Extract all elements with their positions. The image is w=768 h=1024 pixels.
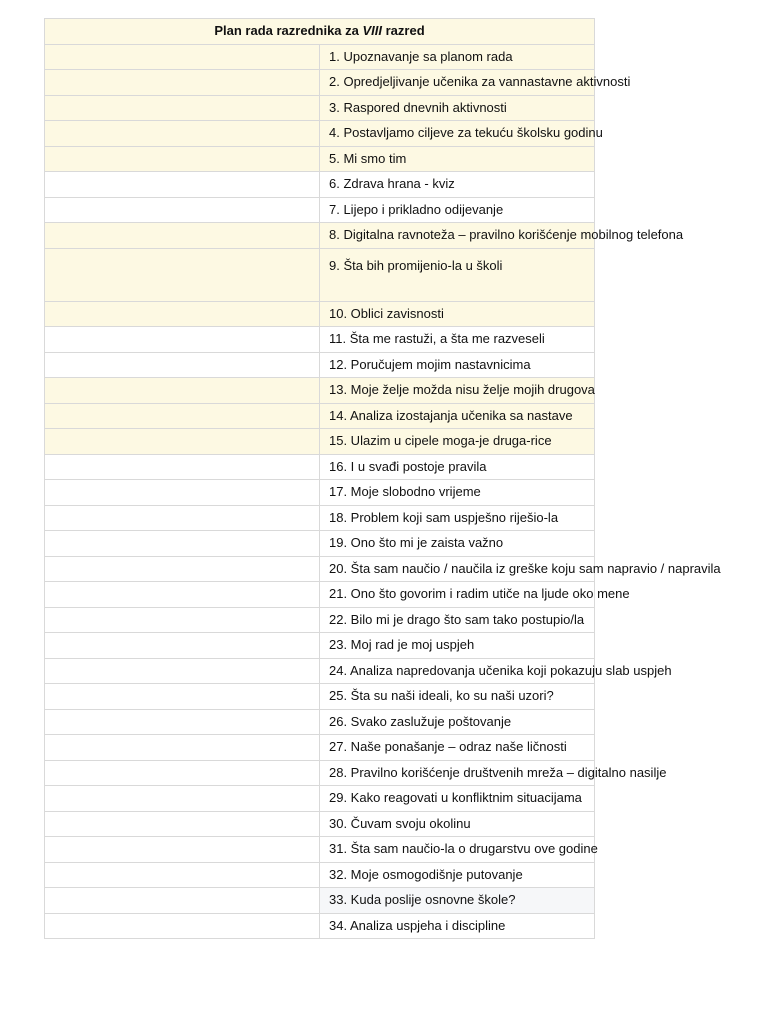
row-gutter-cell bbox=[45, 913, 320, 939]
table-row bbox=[45, 378, 595, 404]
row-topic-cell: 23. Moj rad je moj uspjeh bbox=[320, 633, 595, 659]
row-topic-cell: 28. Pravilno korišćenje društvenih mreža – digitalno nasilje bbox=[320, 760, 595, 786]
row-topic-cell: 29. Kako reagovati u konfliktnim situacijama bbox=[320, 786, 595, 812]
table-row bbox=[45, 301, 595, 327]
table-row bbox=[45, 327, 595, 353]
plan-table bbox=[44, 18, 721, 939]
table-row bbox=[45, 633, 595, 659]
row-gutter-cell bbox=[45, 505, 320, 531]
table-row bbox=[45, 505, 595, 531]
row-topic-cell: 5. Mi smo tim bbox=[320, 146, 595, 172]
table-row bbox=[45, 531, 595, 557]
table-row bbox=[45, 146, 595, 172]
row-gutter-cell bbox=[45, 70, 320, 96]
row-gutter-cell bbox=[45, 378, 320, 404]
table-row bbox=[45, 837, 595, 863]
row-topic-cell: 1. Upoznavanje sa planom rada bbox=[320, 44, 595, 70]
title-grade: VIII bbox=[362, 23, 382, 39]
row-topic-cell: 14. Analiza izostajanja učenika sa nastave bbox=[320, 403, 595, 429]
row-topic-cell: 33. Kuda poslije osnovne škole? bbox=[320, 888, 595, 914]
row-gutter-cell bbox=[45, 44, 320, 70]
table-row bbox=[45, 172, 595, 198]
row-gutter-cell bbox=[45, 531, 320, 557]
row-topic-cell: 3. Raspored dnevnih aktivnosti bbox=[320, 95, 595, 121]
row-gutter-cell bbox=[45, 633, 320, 659]
table-row bbox=[45, 735, 595, 761]
row-topic-cell: 24. Analiza napredovanja učenika koji pokazuju slab uspjeh bbox=[320, 658, 595, 684]
table-row bbox=[45, 403, 595, 429]
row-gutter-cell bbox=[45, 95, 320, 121]
row-gutter-cell bbox=[45, 223, 320, 249]
table-row bbox=[45, 888, 595, 914]
row-topic-cell: 27. Naše ponašanje – odraz naše ličnosti bbox=[320, 735, 595, 761]
title-suffix: razred bbox=[382, 23, 425, 39]
row-topic-cell: 6. Zdrava hrana - kviz bbox=[320, 172, 595, 198]
table-row bbox=[45, 480, 595, 506]
table-row bbox=[45, 352, 595, 378]
table-header-row bbox=[45, 19, 595, 45]
table-row bbox=[45, 786, 595, 812]
row-topic-cell: 34. Analiza uspjeha i discipline bbox=[320, 913, 595, 939]
table-row bbox=[45, 121, 595, 147]
row-gutter-cell bbox=[45, 301, 320, 327]
row-gutter-cell bbox=[45, 684, 320, 710]
table-row bbox=[45, 684, 595, 710]
table-row bbox=[45, 429, 595, 455]
row-topic-cell: 19. Ono što mi je zaista važno bbox=[320, 531, 595, 557]
row-gutter-cell bbox=[45, 786, 320, 812]
plan-table-sheet bbox=[44, 18, 721, 939]
row-gutter-cell bbox=[45, 429, 320, 455]
row-topic-cell: 32. Moje osmogodišnje putovanje bbox=[320, 862, 595, 888]
row-topic-cell: 11. Šta me rastuži, a šta me razveseli bbox=[320, 327, 595, 353]
row-topic-cell: 12. Poručujem mojim nastavnicima bbox=[320, 352, 595, 378]
row-gutter-cell bbox=[45, 709, 320, 735]
table-row bbox=[45, 811, 595, 837]
row-gutter-cell bbox=[45, 760, 320, 786]
row-gutter-cell bbox=[45, 837, 320, 863]
table-row bbox=[45, 709, 595, 735]
table-row bbox=[45, 607, 595, 633]
row-gutter-cell bbox=[45, 862, 320, 888]
row-gutter-cell bbox=[45, 582, 320, 608]
table-row bbox=[45, 223, 595, 249]
row-gutter-cell bbox=[45, 480, 320, 506]
row-topic-cell: 2. Opredjeljivanje učenika za vannastavne aktivnosti bbox=[320, 70, 595, 96]
row-topic-cell: 10. Oblici zavisnosti bbox=[320, 301, 595, 327]
table-row bbox=[45, 862, 595, 888]
row-gutter-cell bbox=[45, 735, 320, 761]
row-topic-cell: 13. Moje želje možda nisu želje mojih drugova bbox=[320, 378, 595, 404]
row-gutter-cell bbox=[45, 888, 320, 914]
row-topic-cell: 15. Ulazim u cipele moga-je druga-rice bbox=[320, 429, 595, 455]
row-topic-cell: 7. Lijepo i prikladno odijevanje bbox=[320, 197, 595, 223]
table-row bbox=[45, 454, 595, 480]
table-row bbox=[45, 70, 595, 96]
row-gutter-cell bbox=[45, 121, 320, 147]
table-row bbox=[45, 248, 595, 301]
table-row bbox=[45, 913, 595, 939]
row-gutter-cell bbox=[45, 248, 320, 301]
row-topic-cell: 21. Ono što govorim i radim utiče na ljude oko mene bbox=[320, 582, 595, 608]
row-gutter-cell bbox=[45, 327, 320, 353]
table-row bbox=[45, 582, 595, 608]
table-row bbox=[45, 197, 595, 223]
row-topic-cell: 17. Moje slobodno vrijeme bbox=[320, 480, 595, 506]
row-topic-cell: 30. Čuvam svoju okolinu bbox=[320, 811, 595, 837]
table-row bbox=[45, 44, 595, 70]
table-row bbox=[45, 658, 595, 684]
row-gutter-cell bbox=[45, 607, 320, 633]
table-title bbox=[45, 19, 595, 45]
table-row bbox=[45, 556, 595, 582]
row-gutter-cell bbox=[45, 352, 320, 378]
row-gutter-cell bbox=[45, 172, 320, 198]
row-topic-cell: 4. Postavljamo ciljeve za tekuću školsku godinu bbox=[320, 121, 595, 147]
row-gutter-cell bbox=[45, 658, 320, 684]
row-gutter-cell bbox=[45, 146, 320, 172]
row-topic-cell: 8. Digitalna ravnoteža – pravilno korišćenje mobilnog telefona bbox=[320, 223, 595, 249]
table-row bbox=[45, 760, 595, 786]
row-topic-cell: 31. Šta sam naučio-la o drugarstvu ove godine bbox=[320, 837, 595, 863]
row-topic-cell: 18. Problem koji sam uspješno riješio-la bbox=[320, 505, 595, 531]
row-gutter-cell bbox=[45, 403, 320, 429]
row-topic-cell: 20. Šta sam naučio / naučila iz greške koju sam napravio / napravila bbox=[320, 556, 595, 582]
title-prefix: Plan rada razrednika za bbox=[214, 23, 363, 39]
row-gutter-cell bbox=[45, 197, 320, 223]
row-topic-cell: 22. Bilo mi je drago što sam tako postupio/la bbox=[320, 607, 595, 633]
row-gutter-cell bbox=[45, 556, 320, 582]
row-gutter-cell bbox=[45, 811, 320, 837]
row-topic-cell: 26. Svako zaslužuje poštovanje bbox=[320, 709, 595, 735]
row-topic-cell: 9. Šta bih promijenio-la u školi bbox=[320, 248, 595, 301]
row-topic-cell: 25. Šta su naši ideali, ko su naši uzori? bbox=[320, 684, 595, 710]
table-row bbox=[45, 95, 595, 121]
row-gutter-cell bbox=[45, 454, 320, 480]
row-topic-cell: 16. I u svađi postoje pravila bbox=[320, 454, 595, 480]
